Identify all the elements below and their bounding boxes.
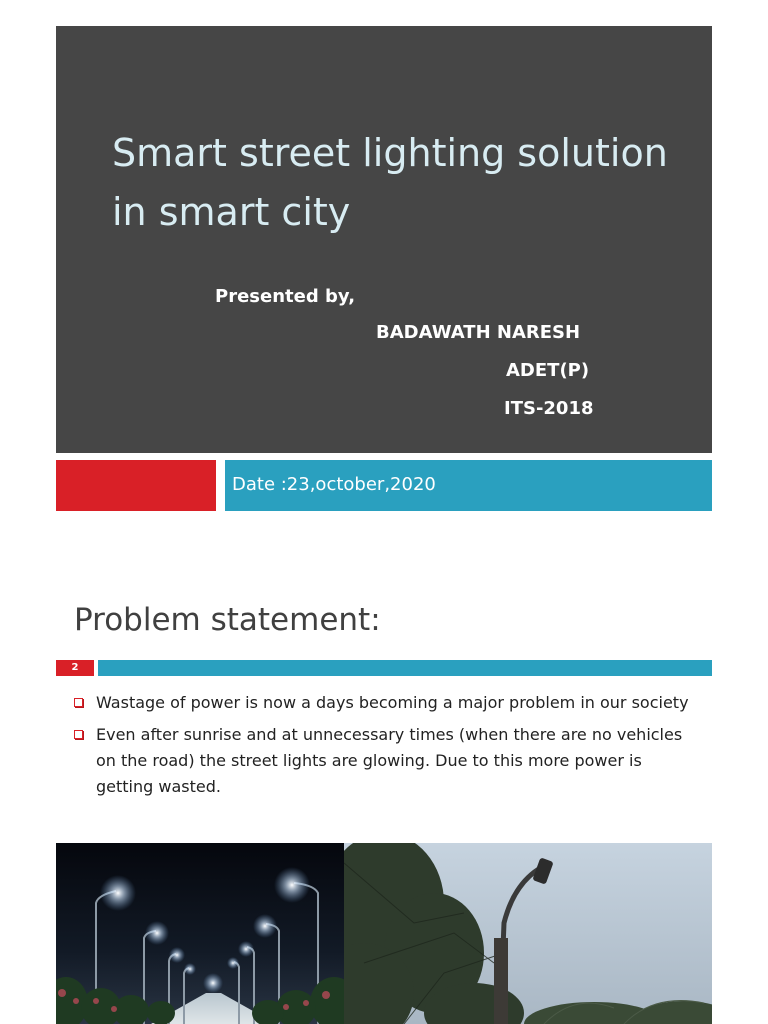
daytime-street-light-photo — [344, 843, 712, 1024]
square-bullet-icon — [74, 698, 83, 707]
presenter-name: BADAWATH NARESH — [376, 322, 581, 343]
bullet-text: Wastage of power is now a days becoming a major problem in our society — [96, 693, 689, 712]
presenter-batch: ITS-2018 — [504, 398, 594, 419]
bullet-text: Even after sunrise and at unnecessary times (when there are no vehicles on the road) the street lights are glowing. Due to this more power is getting wasted. — [96, 725, 683, 796]
presenter-role: ADET(P) — [506, 360, 590, 381]
night-street-lights-photo — [56, 843, 344, 1024]
list-item — [74, 722, 699, 800]
slide-number-badge: 2 — [56, 660, 94, 676]
title-slide-panel — [56, 26, 712, 453]
list-item — [74, 690, 699, 716]
red-accent-bar — [56, 460, 216, 511]
square-bullet-icon — [74, 730, 83, 739]
date-bar — [225, 460, 712, 511]
bullet-list — [74, 690, 699, 806]
presentation-date: Date :23,october,2020 — [232, 474, 436, 495]
slide-heading: Problem statement: — [74, 602, 381, 638]
slide-title: Smart street lighting solution in smart city — [112, 131, 668, 234]
heading-rule-bar — [98, 660, 712, 676]
presented-by-label: Presented by, — [215, 286, 356, 307]
